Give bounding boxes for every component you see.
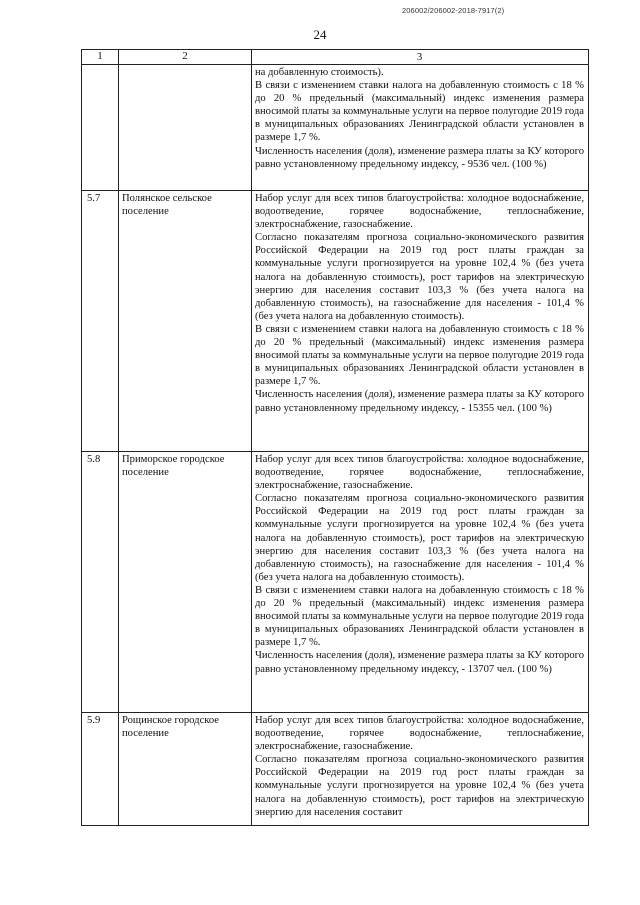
- paragraph: Численность населения (доля), изменение размера платы за КУ которого равно установленному предельному индексу, - 15355 чел. (100 %): [255, 389, 584, 414]
- municipality-name: Полянское сельское поселение: [119, 191, 252, 452]
- paragraph: Набор услуг для всех типов благоустройства: холодное водоснабжение, водоотведение, горячее водоснабжение, теплоснабжение, электроснабжение, газоснабжение.: [255, 715, 584, 753]
- paragraph: Набор услуг для всех типов благоустройства: холодное водоснабжение, водоотведение, горячее водоснабжение, теплоснабжение, электроснабжение, газоснабжение.: [255, 454, 584, 492]
- table-row: [82, 713, 589, 826]
- paragraph: Набор услуг для всех типов благоустройства: холодное водоснабжение, водоотведение, горячее водоснабжение, теплоснабжение, электроснабжение, газоснабжение.: [255, 193, 584, 231]
- municipality-name: Рощинское городское поселение: [119, 713, 252, 826]
- tariff-table: [81, 49, 589, 826]
- paragraph: Численность населения (доля), изменение размера платы за КУ которого равно установленному предельному индексу, - 13707 чел. (100 %): [255, 650, 584, 675]
- table-header-row: [82, 50, 589, 65]
- paragraph: на добавленную стоимость).: [255, 67, 384, 78]
- page-number: 24: [313, 27, 327, 42]
- table-row: [82, 191, 589, 452]
- column-header-2: 2: [119, 50, 252, 65]
- row-number: 5.8: [82, 452, 119, 713]
- row-description: [252, 713, 589, 826]
- row-description: [252, 191, 589, 452]
- row-number: 5.9: [82, 713, 119, 826]
- row-description: [252, 65, 589, 191]
- paragraph: Согласно показателям прогноза социально-экономического развития Российской Федерации на 2019 год рост платы граждан за коммунальные услуги прогнозируется на уровне 102,4 % (без учета налога на добавленную стоимость), рост тарифов на электрическую энергию для населения составит: [255, 754, 584, 818]
- paragraph: В связи с изменением ставки налога на добавленную стоимость с 18 % до 20 % предельный (максимальный) индекс изменения размера вносимой платы за коммунальные услуги на первое полугодие 2019 года в муниципальных образованиях Ленинградской области установлен в размере 1,7 %.: [255, 323, 584, 388]
- row-description: [252, 452, 589, 713]
- paragraph: Численность населения (доля), изменение размера платы за КУ которого равно установленному предельному индексу, - 9536 чел. (100 %): [255, 145, 584, 170]
- row-number: 5.7: [82, 191, 119, 452]
- table-row: [82, 452, 589, 713]
- paragraph: В связи с изменением ставки налога на добавленную стоимость с 18 % до 20 % предельный (максимальный) индекс изменения размера вносимой платы за коммунальные услуги на первое полугодие 2019 года в муниципальных образованиях Ленинградской области установлен в размере 1,7 %.: [255, 584, 584, 649]
- document-id: 206002/206002-2018-7917(2): [402, 6, 505, 15]
- paragraph: В связи с изменением ставки налога на добавленную стоимость с 18 % до 20 % предельный (максимальный) индекс изменения размера вносимой платы за коммунальные услуги на первое полугодие 2019 года в муниципальных образованиях Ленинградской области установлен в размере 1,7 %.: [255, 80, 584, 144]
- paragraph: Согласно показателям прогноза социально-экономического развития Российской Федерации на 2019 год рост платы граждан за коммунальные услуги прогнозируется на уровне 102,4 % (без учета налога на добавленную стоимость), рост тарифов на электрическую энергию для населения составит 103,3 % (без учета налога на добавленную стоимость), на газоснабжение для населения - 101,4 % (без учета налога на добавленную стоимость).: [255, 232, 584, 322]
- row-number: [82, 65, 119, 191]
- column-header-1: 1: [82, 50, 119, 65]
- column-header-3: 3: [252, 50, 589, 65]
- table-row: [82, 65, 589, 191]
- municipality-name: Приморское городское поселение: [119, 452, 252, 713]
- municipality-name: [119, 65, 252, 191]
- paragraph: Согласно показателям прогноза социально-экономического развития Российской Федерации на 2019 год рост платы граждан за коммунальные услуги прогнозируется на уровне 102,4 % (без учета налога на добавленную стоимость), рост тарифов на электрическую энергию для населения составит 103,3 % (без учета налога на добавленную стоимость), на газоснабжение для населения - 101,4 % (без учета налога на добавленную стоимость).: [255, 493, 584, 583]
